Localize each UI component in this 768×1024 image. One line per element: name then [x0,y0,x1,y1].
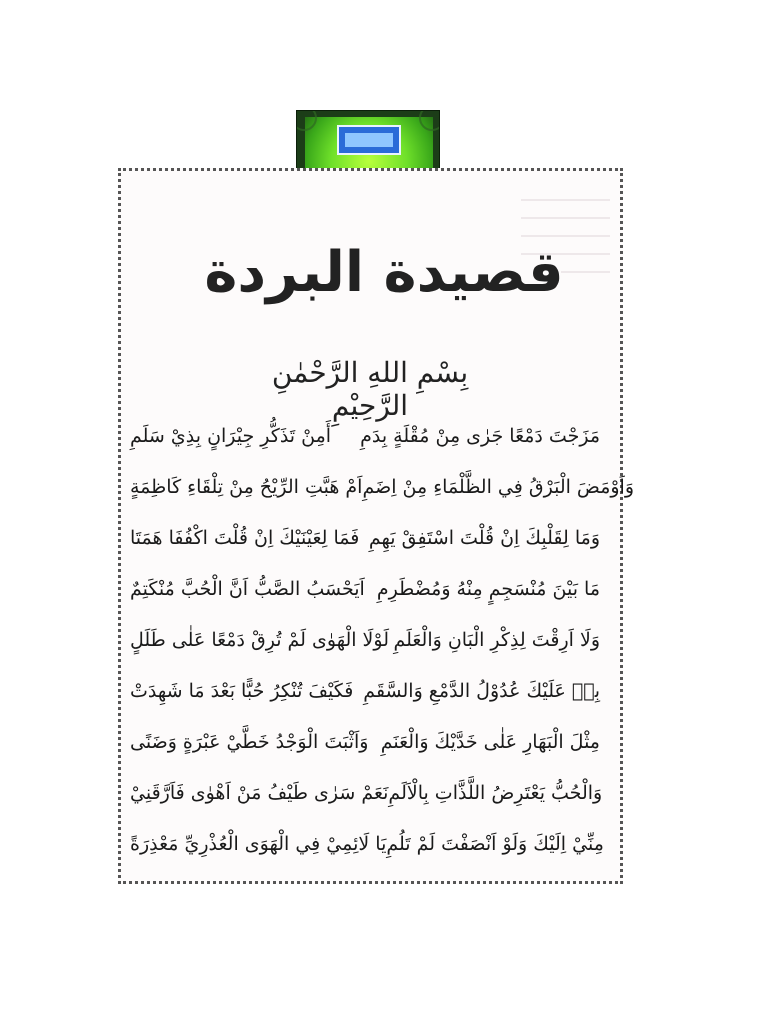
verse-row [130,767,603,818]
verse-row [130,818,604,869]
verse-first-hemistich: اَمْ هَبَّتِ الرِّيْحُ مِنْ تِلْقَاءِ كَاظِمَةٍ [130,475,363,498]
verse-row [130,410,600,461]
verse-second-hemistich: مِثْلَ الْبَهَارِ عَلٰى خَدَّيْكَ وَالْعَنَمِ [380,730,600,753]
verse-row [130,665,600,716]
logo-banner [337,125,401,155]
verse-first-hemistich: فَكَيْفَ تُنْكِرُ حُبًّا بَعْدَ مَا شَهِدَتْ [130,679,354,702]
verse-first-hemistich: فَمَا لِعَيْنَيْكَ اِنْ قُلْتَ اكْفُفَا هَمَتَا [130,526,360,549]
verse-first-hemistich: لَوْلَا الْهَوٰى لَمْ تُرِقْ دَمْعًا عَلٰى طَلَلٍ [130,628,389,651]
verse-second-hemistich: وَمَا لِقَلْبِكَ اِنْ قُلْتَ اسْتَفِقْ يَهِمِ [368,526,600,549]
verse-second-hemistich: مَزَجْتَ دَمْعًا جَرٰى مِنْ مُقْلَةٍ بِدَمِ [360,424,600,447]
verse-first-hemistich: اَيَحْسَبُ الصَّبُّ اَنَّ الْحُبَّ مُنْكَتِمٌ [130,577,365,600]
verse-first-hemistich: يَا لَائِمِيْ فِي الْهَوَى الْعُذْرِيِّ مَعْذِرَةً [130,832,387,855]
verse-second-hemistich: وَلَا اَرِقْتَ لِذِكْرِ الْبَانِ وَالْعَلَمِ [393,628,600,651]
verse-row [130,563,600,614]
basmala: بِسْمِ اللهِ الرَّحْمٰنِ الرَّحِيْمِ [271,356,469,422]
verse-row [130,716,600,767]
verse-row [130,614,600,665]
verse-row [130,512,600,563]
verse-row [130,461,635,512]
verse-second-hemistich: بِهٖ عَلَيْكَ عُدُوْلُ الدَّمْعِ وَالسَّقَمِ [363,679,600,702]
verse-second-hemistich: مِنِّيْ اِلَيْكَ وَلَوْ اَنْصَفْتَ لَمْ تَلُمِ [386,832,604,855]
bleed-through-line [521,199,610,201]
page-title: قصيدة البردة [204,240,564,305]
verse-second-hemistich: مَا بَيْنَ مُنْسَجِمٍ مِنْهُ وَمُضْطَرِمِ [376,577,600,600]
bleed-through-line [521,217,610,219]
verse-list [130,410,635,869]
verse-second-hemistich: وَالْحُبُّ يَعْتَرِضُ اللَّذَّاتِ بِالْاَلَمِ [388,781,603,804]
verse-first-hemistich: وَاَثْبَتَ الْوَجْدُ خَطَّيْ عَبْرَةٍ وَضَنًى [130,730,369,753]
verse-first-hemistich: أَمِنْ تَذَكُّرِ جِيْرَانٍ بِذِيْ سَلَمِ [130,424,332,447]
bleed-through-line [521,235,610,237]
verse-second-hemistich: وَاَوْمَضَ الْبَرْقُ فِي الظَّلْمَاءِ مِنْ اِضَمِ [362,475,635,498]
verse-first-hemistich: نَعَمْ سَرٰى طَيْفُ مَنْ اَهْوٰى فَاَرَّقَنِيْ [130,781,389,804]
